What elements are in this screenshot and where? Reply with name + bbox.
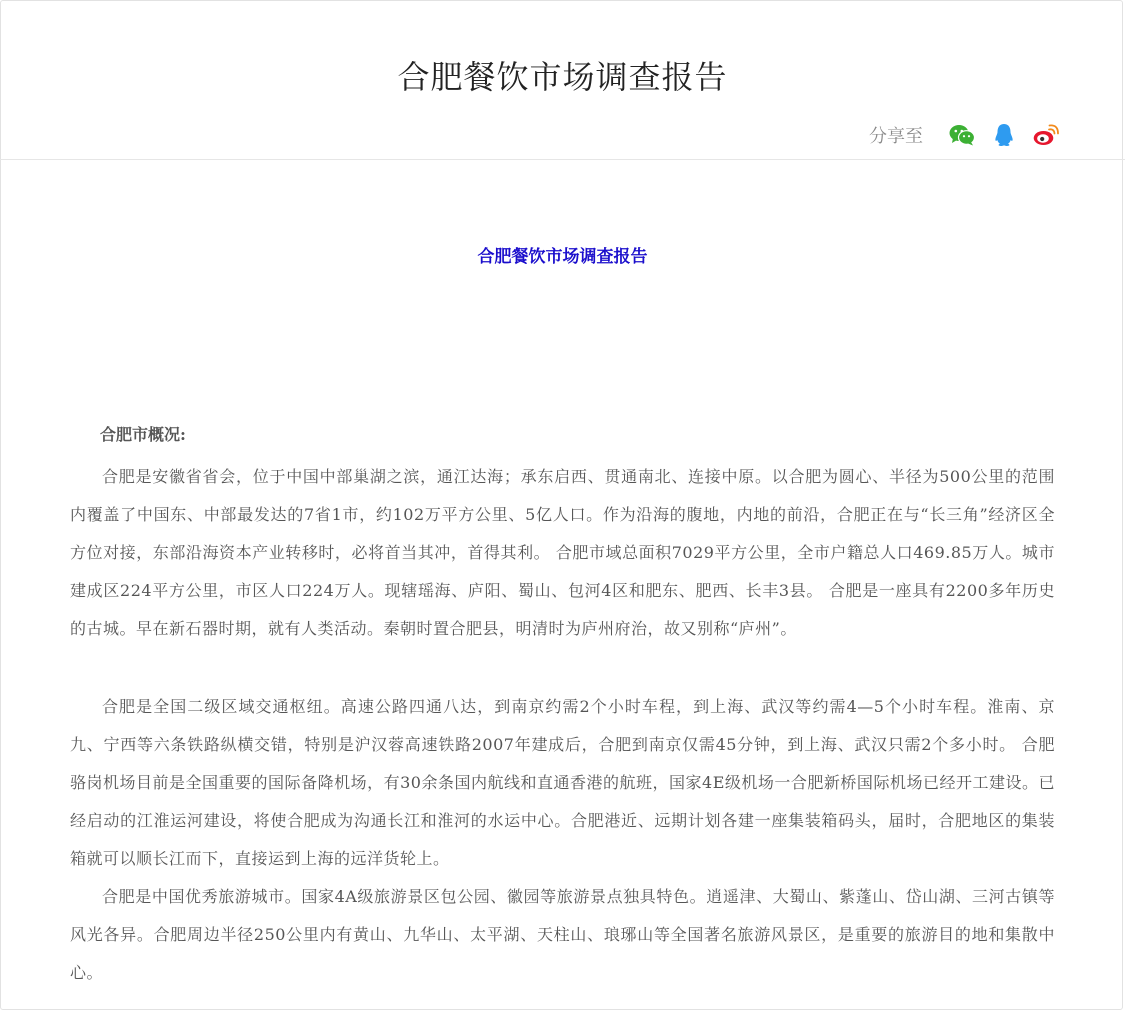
paragraph-transport: 合肥是全国二级区域交通枢纽。高速公路四通八达，到南京约需2个小时车程，到上海、武汉等约需4—5个小时车程。淮南、京九、宁西等六条铁路纵横交错，特别是沪汉蓉高速铁路2007年建成后，合肥到南京仅需45分钟，到上海、武汉只需2个多小时。 合肥骆岗机场目前是全国重要的国际备降机场，有30余条国内航线和直通香港的航班，国家4E级机场一合肥新桥国际机场已经开工建设。已经启动的江淮运河建设，将使合肥成为沟通长江和淮河的水运中心。合肥港近、远期计划各建一座集装箱码头，届时，合肥地区的集装箱就可以顺长江而下，直接运到上海的远洋货轮上。 <box>70 697 1055 868</box>
qq-icon <box>993 123 1015 147</box>
wechat-icon <box>949 124 975 146</box>
weibo-share-button[interactable] <box>1031 120 1061 150</box>
article-body <box>70 160 1055 982</box>
weibo-icon <box>1033 124 1059 146</box>
section-heading: 合肥市概况: <box>100 425 186 444</box>
share-bar <box>869 120 1061 150</box>
page-header <box>0 0 1125 160</box>
qq-share-button[interactable] <box>989 120 1019 150</box>
article-title: 合肥餐饮市场调查报告 <box>477 247 648 267</box>
page-title: 合肥餐饮市场调查报告 <box>397 58 728 96</box>
paragraph-overview: 合肥是安徽省省会，位于中国中部巢湖之滨，通江达海；承东启西、贯通南北、连接中原。以合肥为圆心、半径为500公里的范围内覆盖了中国东、中部最发达的7省1市，约102万平方公里、5亿人口。作为沿海的腹地，内地的前沿，合肥正在与“长三角”经济区全方位对接，东部沿海资本产业转移时，必将首当其冲，首得其利。 合肥市域总面积7029平方公里，全市户籍总人口469.85万人。城市建成区224平方公里，市区人口224万人。现辖瑶海、庐阳、蜀山、包河4区和肥东、肥西、长丰3县。 合肥是一座具有2200多年历史的古城。早在新石器时期，就有人类活动。秦朝时置合肥县，明清时为庐州府治，故又别称“庐州”。 <box>70 467 1055 638</box>
wechat-share-button[interactable] <box>947 120 977 150</box>
paragraph-tourism: 合肥是中国优秀旅游城市。国家4A级旅游景区包公园、徽园等旅游景点独具特色。逍遥津、大蜀山、紫蓬山、岱山湖、三河古镇等风光各异。合肥周边半径250公里内有黄山、九华山、太平湖、天柱山、琅琊山等全国著名旅游风景区，是重要的旅游目的地和集散中心。 <box>70 887 1055 982</box>
share-label: 分享至 <box>869 126 923 147</box>
